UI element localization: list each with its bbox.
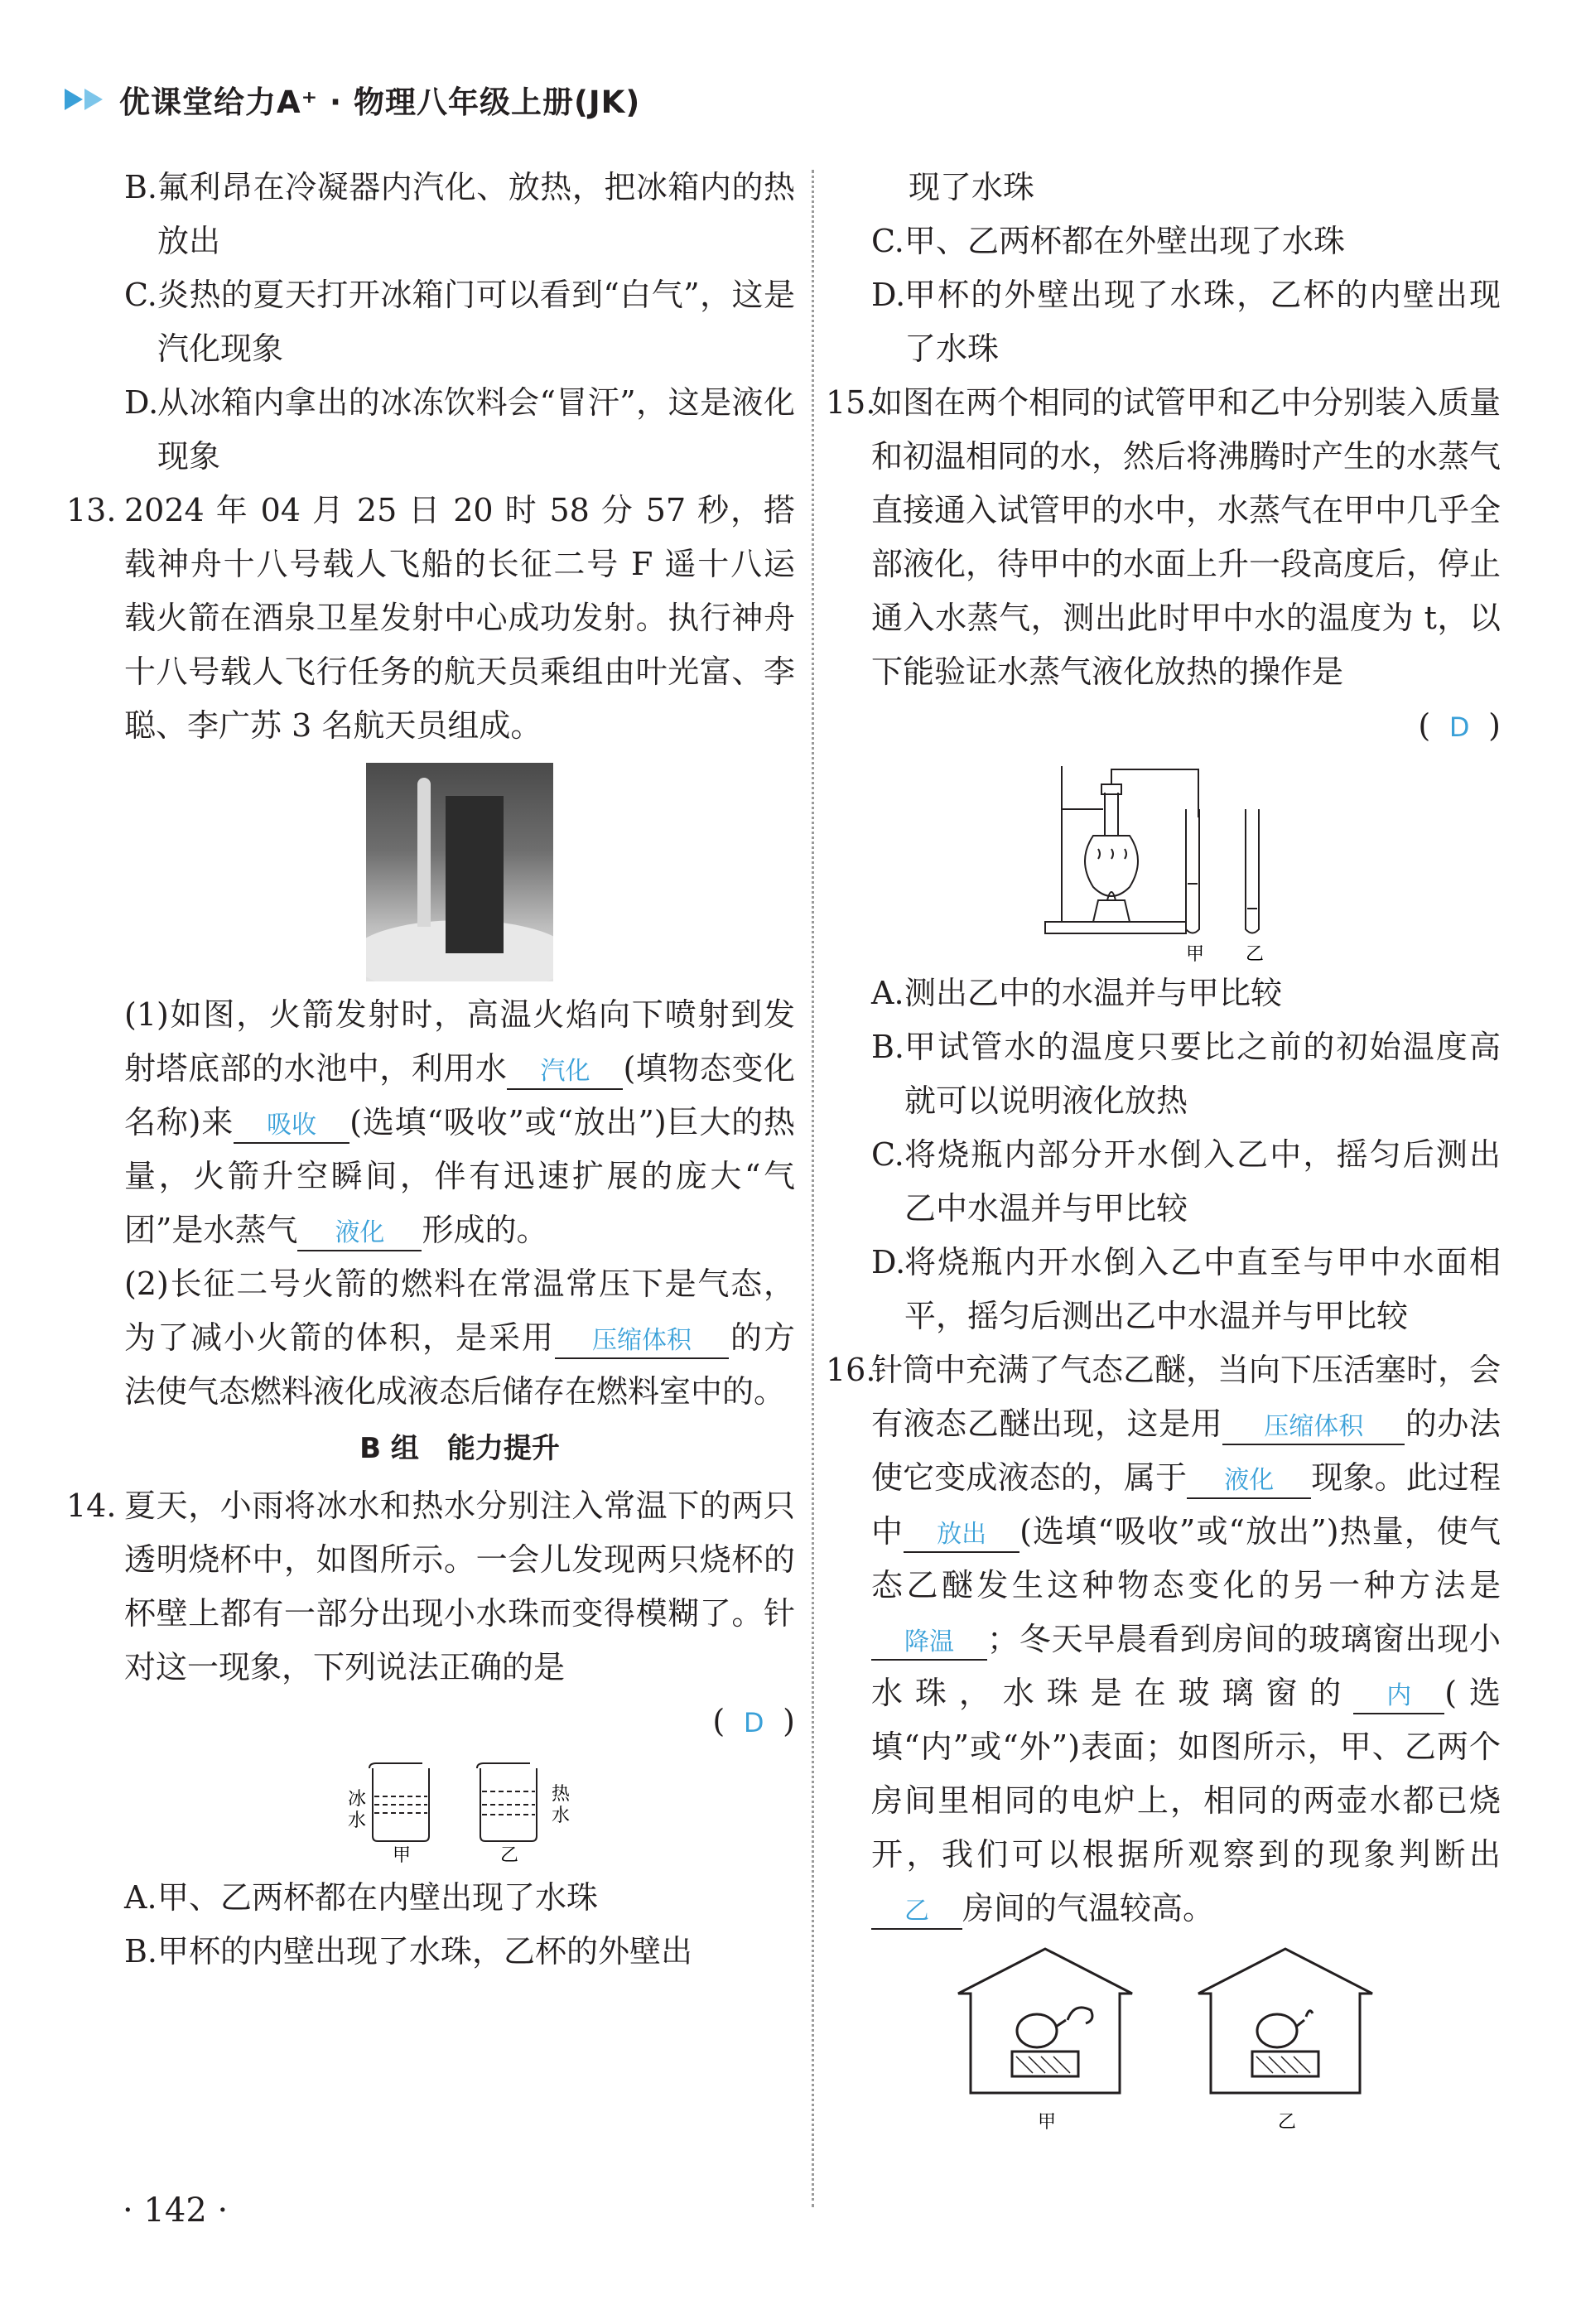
label-jia: 甲 <box>1038 2112 1057 2133</box>
book-title: 优课堂给力A⁺ · 物理八年级上册(JK) <box>119 84 641 120</box>
q15-stem: 15. 如图在两个相同的试管甲和乙中分别装入质量和初温相同的水，然后将沸腾时产生的水蒸气直接通入试管甲的水中，水蒸气在甲中几乎全部液化，待甲中的水面上升一段高度后，停止通入水蒸气，测出此时甲中水的温度为 t，以下能验证水蒸气液化放热的操作是 <box>826 384 1501 690</box>
label-jia: 甲 <box>1186 944 1205 965</box>
q12-option-c: C. 炎热的夏天打开冰箱门可以看到“白气”，这是汽化现象 <box>124 277 795 367</box>
q14-stem: 14. 夏天，小雨将冰水和热水分别注入常温下的两只透明烧杯中，如图所示。一会儿发现两只烧杯的杯壁上都有一部分出现小水珠而变得模糊了。针对这一现象，下列说法正确的是 <box>66 1487 795 1685</box>
label-yi: 乙 <box>1278 2112 1297 2133</box>
q14-option-c: C. 甲、乙两杯都在外壁出现了水珠 <box>871 223 1346 259</box>
q14-option-a: A. 甲、乙两杯都在内壁出现了水珠 <box>124 1879 599 1916</box>
answer-blank: 液化 <box>297 1217 422 1251</box>
page-header <box>65 76 640 123</box>
left-column <box>66 161 795 1979</box>
q13-stem: 13. 2024 年 04 月 25 日 20 时 58 分 57 秒，搭载神舟十八号载人飞船的长征二号 F 遥十八运载火箭在酒泉卫星发射中心成功发射。执行神舟十八号载人飞行任务的航天员乘组由叶光富、李聪、李广苏 3 名航天员组成。 <box>66 492 795 744</box>
q15-option-c: C. 将烧瓶内部分开水倒入乙中，摇匀后测出乙中水温并与甲比较 <box>871 1136 1501 1227</box>
answer-blank: 压缩体积 <box>1222 1410 1405 1445</box>
page-number: · 142 · <box>123 2191 229 2230</box>
label-ice: 冰 <box>348 1789 367 1810</box>
rooms-figure <box>830 1944 1501 2134</box>
answer-blank: 内 <box>1353 1680 1444 1714</box>
answer-blank: 降温 <box>871 1626 987 1661</box>
label-water: 水 <box>552 1806 571 1826</box>
answer-blank: 乙 <box>871 1895 962 1930</box>
beakers-figure <box>124 1757 795 1864</box>
answer-blank: 液化 <box>1187 1464 1311 1499</box>
q15-option-a: A. 测出乙中的水温并与甲比较 <box>871 975 1283 1011</box>
answer-blank: 放出 <box>904 1518 1019 1553</box>
group-b-heading: B 组 能力提升 <box>359 1432 560 1465</box>
q16-stem: 16. 针筒中充满了气态乙醚，当向下压活塞时，会有液态乙醚出现，这是用 压缩体积 的办法使它变成液态的，属于 液化 现象。此过程中 放出 (选填“吸收”或“放出”)热量，使气态乙醚发生这种物态变化的另一种方法是降温 ；冬天早晨看到房间的玻璃窗出现小水珠，水珠是在玻璃窗的 内 (选填“内”或“外”)表面；如图所示，甲、乙两个房间里相同的电炉上，相同的两壶水都已烧开，我们可以根据所观察到的现象判断出乙 房间的气温较高。 <box>830 1343 1501 1936</box>
label-yi: 乙 <box>500 1845 519 1864</box>
q13-part1: (1)如图，火箭发射时，高温火焰向下喷射到发射塔底部的水池中，利用水 汽化 (填物态变化名称)来 吸收 (选填“吸收”或“放出”)巨大的热量，火箭升空瞬间，伴有迅速扩展的庞大“气团”是水蒸气 液化 形成的。 <box>124 988 795 1257</box>
column-divider <box>812 170 814 2207</box>
q15-option-d: D. 将烧瓶内开水倒入乙中直至与甲中水面相平，摇匀后测出乙中水温并与甲比较 <box>871 1244 1501 1334</box>
answer-blank: 压缩体积 <box>555 1324 729 1359</box>
q13-part2: (2)长征二号火箭的燃料在常温常压下是气态，为了减小火箭的体积，是采用 压缩体积 的方法使气态燃料液化成液态后储存在燃料室中的。 <box>124 1266 795 1410</box>
answer-blank: 吸收 <box>234 1109 349 1144</box>
label-jia: 甲 <box>393 1845 412 1864</box>
apparatus-figure <box>830 759 1501 967</box>
right-column <box>826 161 1501 2134</box>
q14-option-b: B. 甲杯的内壁出现了水珠，乙杯的外壁出 <box>124 1933 693 1970</box>
q14-option-d: D. 甲杯的外壁出现了水珠，乙杯的内壁出现了水珠 <box>871 277 1501 367</box>
q14-option-b-cont: 现了水珠 <box>909 169 1035 205</box>
label-hot: 热 <box>552 1784 571 1805</box>
q12-option-b: B. 氟利昂在冷凝器内汽化、放热，把冰箱内的热放出 <box>124 169 795 259</box>
rocket-launch-photo <box>124 763 795 981</box>
label-water: 水 <box>348 1811 367 1831</box>
q12-option-d: D. 从冰箱内拿出的冰冻饮料会“冒汗”，这是液化现象 <box>124 384 795 475</box>
q15-answer: ( D ) <box>1418 707 1501 744</box>
q14-answer: ( D ) <box>712 1703 795 1739</box>
answer-blank: 汽化 <box>507 1055 623 1090</box>
label-yi: 乙 <box>1246 944 1265 965</box>
header-arrows-icon <box>65 89 104 110</box>
q15-option-b: B. 甲试管水的温度只要比之前的初始温度高就可以说明液化放热 <box>871 1029 1501 1119</box>
